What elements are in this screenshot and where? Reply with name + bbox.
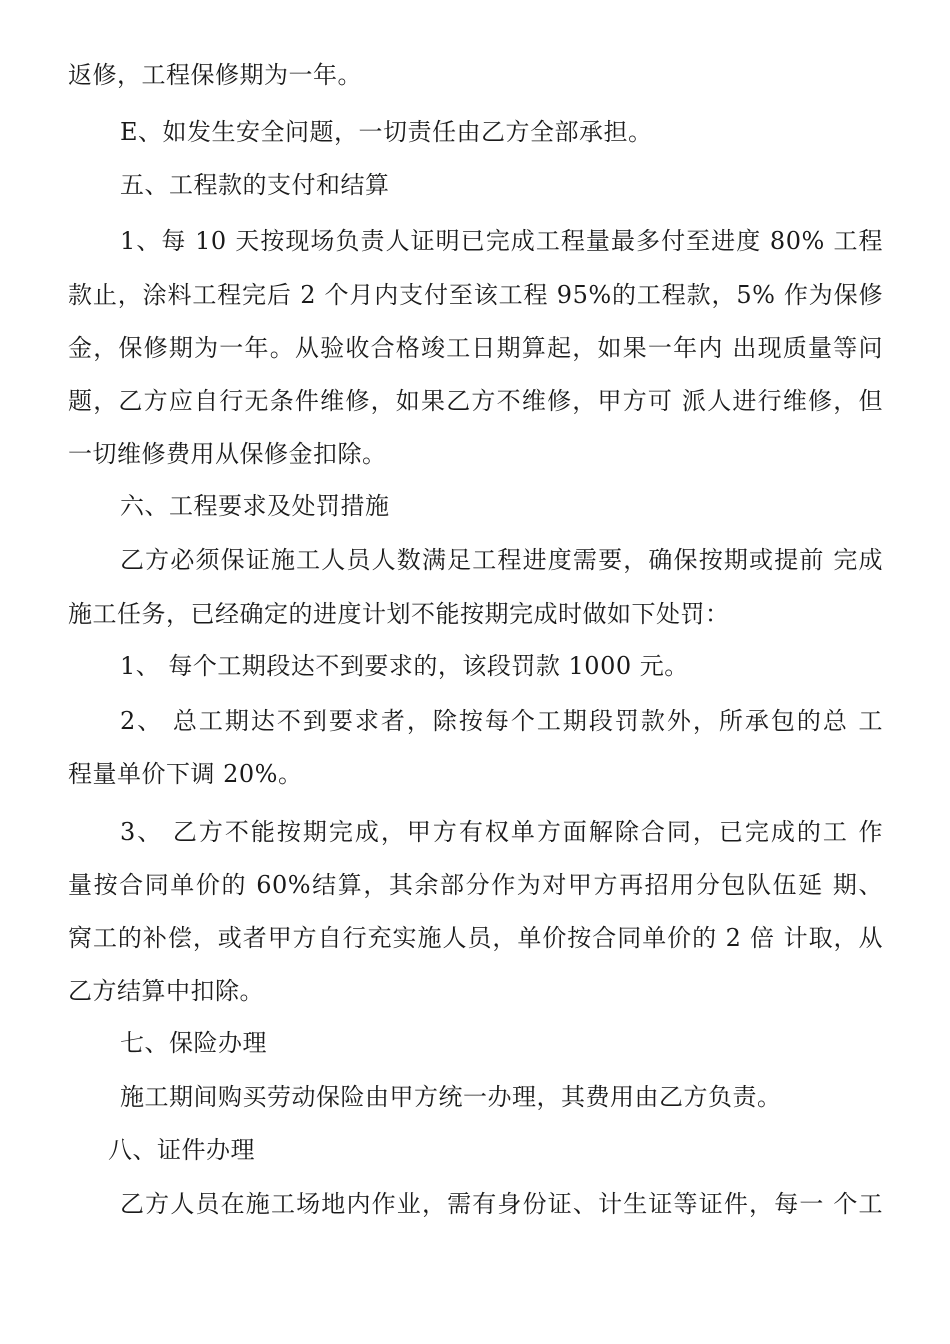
section-heading: 七、保险办理 — [120, 1029, 267, 1057]
text-line: 题，乙方应自行无条件维修，如果乙方不维修，甲方可 派人进行维修，但 — [68, 387, 883, 415]
text-line: 施工期间购买劳动保险由甲方统一办理，其费用由乙方负责。 — [120, 1083, 782, 1111]
text-line: 款止，涂料工程完后 2 个月内支付至该工程 95%的工程款，5% 作为保修 — [68, 281, 883, 309]
text-line: 一切维修费用从保修金扣除。 — [68, 440, 387, 468]
text-line: 乙方必须保证施工人员人数满足工程进度需要，确保按期或提前 完成 — [120, 546, 883, 574]
text-line: 乙方人员在施工场地内作业，需有身份证、计生证等证件，每一 个工 — [120, 1190, 883, 1218]
text-line: 窝工的补偿，或者甲方自行充实施人员，单价按合同单价的 2 倍 计取，从 — [68, 924, 883, 952]
text-line: 金，保修期为一年。从验收合格竣工日期算起，如果一年内 出现质量等问 — [68, 334, 883, 362]
text-line: E、如发生安全问题，一切责任由乙方全部承担。 — [120, 118, 653, 146]
section-heading: 五、工程款的支付和结算 — [120, 171, 390, 199]
text-line: 返修，工程保修期为一年。 — [68, 61, 362, 89]
text-line: 乙方结算中扣除。 — [68, 977, 264, 1005]
text-line: 程量单价下调 20%。 — [68, 760, 303, 788]
list-item: 2、 总工期达不到要求者，除按每个工期段罚款外，所承包的总 工 — [120, 707, 883, 735]
list-item: 3、 乙方不能按期完成，甲方有权单方面解除合同，已完成的工 作 — [120, 818, 883, 846]
section-heading: 八、证件办理 — [108, 1136, 255, 1164]
list-item: 1、 每个工期段达不到要求的，该段罚款 1000 元。 — [120, 652, 689, 680]
section-heading: 六、工程要求及处罚措施 — [120, 492, 390, 520]
text-line: 施工任务，已经确定的进度计划不能按期完成时做如下处罚： — [68, 600, 730, 628]
text-line: 1、每 10 天按现场负责人证明已完成工程量最多付至进度 80% 工程 — [120, 227, 883, 255]
text-line: 量按合同单价的 60%结算，其余部分作为对甲方再招用分包队伍延 期、 — [68, 871, 883, 899]
